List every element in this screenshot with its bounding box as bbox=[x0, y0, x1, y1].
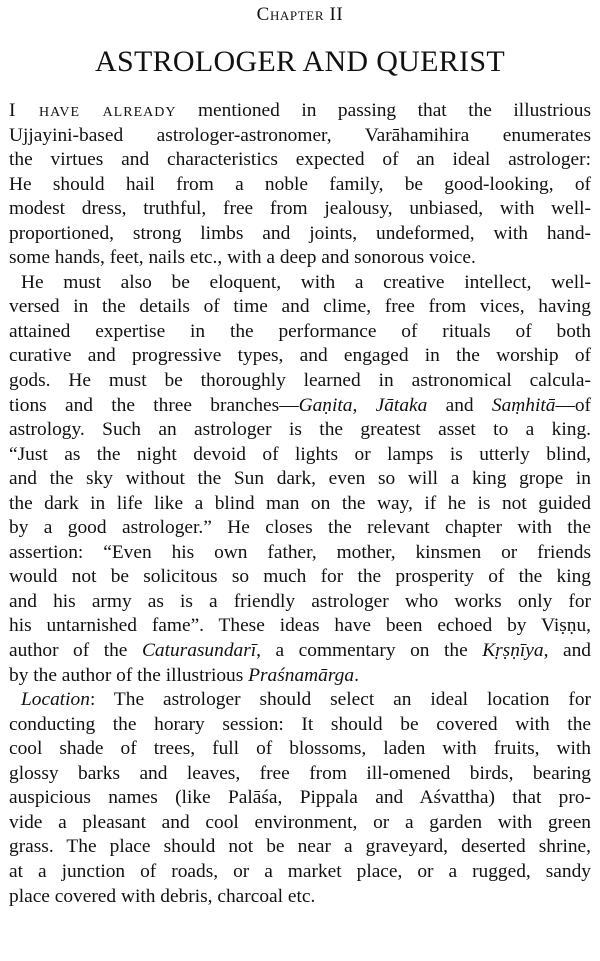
text-line bbox=[9, 394, 591, 419]
text-segment: mentioned in passing that the illustrious bbox=[176, 100, 591, 121]
text-segment: the dark in life like a blind man on the way, if he is not guided bbox=[9, 492, 591, 514]
text-line bbox=[9, 713, 591, 738]
text-segment: “Just as the night devoid of lights or lamps is utterly blind, bbox=[9, 443, 591, 465]
text-line bbox=[9, 271, 591, 296]
text-segment: Ujjayini-based astrologer-astronomer, Varāhamihira enumerates bbox=[9, 124, 591, 146]
text-segment: by the author of the illustrious bbox=[9, 664, 249, 686]
text-line bbox=[9, 173, 591, 198]
text-line bbox=[9, 639, 591, 664]
text-line bbox=[9, 222, 591, 247]
text-line bbox=[9, 541, 591, 566]
italic-term: Jātaka bbox=[375, 394, 428, 416]
italic-term: Location bbox=[21, 689, 90, 711]
text-segment: and his army as is a friendly astrologer who works only for bbox=[9, 590, 591, 612]
text-line bbox=[9, 467, 591, 492]
italic-term: Kṛṣṇīya bbox=[482, 640, 544, 662]
text-line bbox=[9, 148, 591, 173]
text-line bbox=[9, 124, 591, 149]
body-text bbox=[9, 99, 591, 909]
text-segment: gods. He must be thoroughly learned in astronomical calcula- bbox=[9, 370, 591, 392]
text-segment: modest dress, truthful, free from jealousy, unbiased, with well- bbox=[9, 198, 591, 220]
text-segment: . bbox=[354, 664, 359, 686]
chapter-label: Chapter II bbox=[256, 4, 344, 25]
paragraph bbox=[9, 99, 591, 271]
text-line bbox=[9, 418, 591, 443]
text-line bbox=[9, 811, 591, 836]
text-segment: , a commentary on the bbox=[256, 640, 483, 662]
text-line bbox=[9, 835, 591, 860]
text-segment: assertion: “Even his own father, mother, kinsmen or friends bbox=[9, 541, 591, 563]
text-line bbox=[9, 590, 591, 615]
text-line bbox=[9, 737, 591, 762]
text-segment: the virtues and characteristics expected of an ideal astrologer: bbox=[9, 149, 591, 171]
text-line bbox=[9, 492, 591, 517]
text-segment: and bbox=[427, 394, 492, 416]
text-segment: his untarnished fame”. These ideas have been echoed by Viṣṇu, bbox=[9, 615, 591, 637]
paragraph bbox=[9, 271, 591, 688]
text-segment: conducting the horary session: It should be covered with the bbox=[9, 713, 591, 735]
text-line bbox=[9, 885, 591, 910]
text-segment: , and bbox=[543, 640, 591, 662]
small-caps-lead: I have already bbox=[9, 100, 177, 121]
text-line bbox=[9, 99, 591, 124]
text-line bbox=[9, 295, 591, 320]
text-segment: and the sky without the Sun dark, even so will a king grope in bbox=[9, 468, 591, 490]
text-segment: versed in the details of time and clime, free from vices, having bbox=[9, 296, 591, 318]
text-line bbox=[9, 614, 591, 639]
text-line bbox=[9, 369, 591, 394]
text-line bbox=[9, 344, 591, 369]
text-segment: by a good astrologer.” He closes the relevant chapter with the bbox=[9, 517, 591, 539]
text-segment: astrology. Such an astrologer is the greatest asset to a king. bbox=[9, 419, 591, 441]
italic-term: Praśnamārga bbox=[248, 664, 355, 686]
text-line bbox=[9, 860, 591, 885]
italic-term: Caturasundarī bbox=[141, 640, 257, 662]
text-segment: author of the bbox=[9, 640, 142, 662]
text-segment: proportioned, strong limbs and joints, undeformed, with hand- bbox=[9, 222, 591, 244]
text-line bbox=[9, 320, 591, 345]
italic-term: Saṃhitā bbox=[491, 394, 556, 416]
text-segment: , bbox=[352, 394, 376, 416]
text-line bbox=[9, 762, 591, 787]
text-segment: tions and the three branches— bbox=[9, 394, 299, 416]
text-segment: glossy barks and leaves, free from ill-omened birds, bearing bbox=[9, 762, 591, 784]
text-segment: auspicious names (like Palāśa, Pippala and Aśvattha) that pro- bbox=[9, 787, 591, 809]
text-line bbox=[9, 688, 591, 713]
text-segment: attained expertise in the performance of rituals of both bbox=[9, 320, 591, 342]
text-line bbox=[9, 443, 591, 468]
text-segment: grass. The place should not be near a graveyard, deserted shrine, bbox=[9, 836, 591, 858]
text-segment: vide a pleasant and cool environment, or a garden with green bbox=[9, 811, 591, 833]
text-line bbox=[9, 786, 591, 811]
text-line bbox=[9, 516, 591, 541]
text-segment: : The astrologer should select an ideal location for bbox=[89, 689, 591, 711]
text-segment: at a junction of roads, or a market place, or a rugged, sandy bbox=[9, 860, 591, 882]
text-line bbox=[9, 246, 591, 271]
text-line bbox=[9, 565, 591, 590]
text-line bbox=[9, 197, 591, 222]
text-segment: cool shade of trees, full of blossoms, laden with fruits, with bbox=[9, 738, 591, 760]
text-line bbox=[9, 664, 591, 689]
italic-term: Gaṇita bbox=[298, 394, 353, 416]
paragraph bbox=[9, 688, 591, 909]
chapter-title: ASTROLOGER AND QUERIST bbox=[95, 45, 505, 78]
text-segment: some hands, feet, nails etc., with a deep and sonorous voice. bbox=[9, 247, 476, 269]
text-segment: He should hail from a noble family, be good-looking, of bbox=[9, 173, 591, 195]
text-segment: would not be solicitous so much for the prosperity of the king bbox=[9, 566, 591, 588]
text-segment: place covered with debris, charcoal etc. bbox=[9, 885, 316, 907]
text-segment: curative and progressive types, and engaged in the worship of bbox=[9, 345, 591, 367]
text-segment: He must also be eloquent, with a creative intellect, well- bbox=[21, 271, 591, 293]
text-segment: —of bbox=[555, 394, 591, 416]
